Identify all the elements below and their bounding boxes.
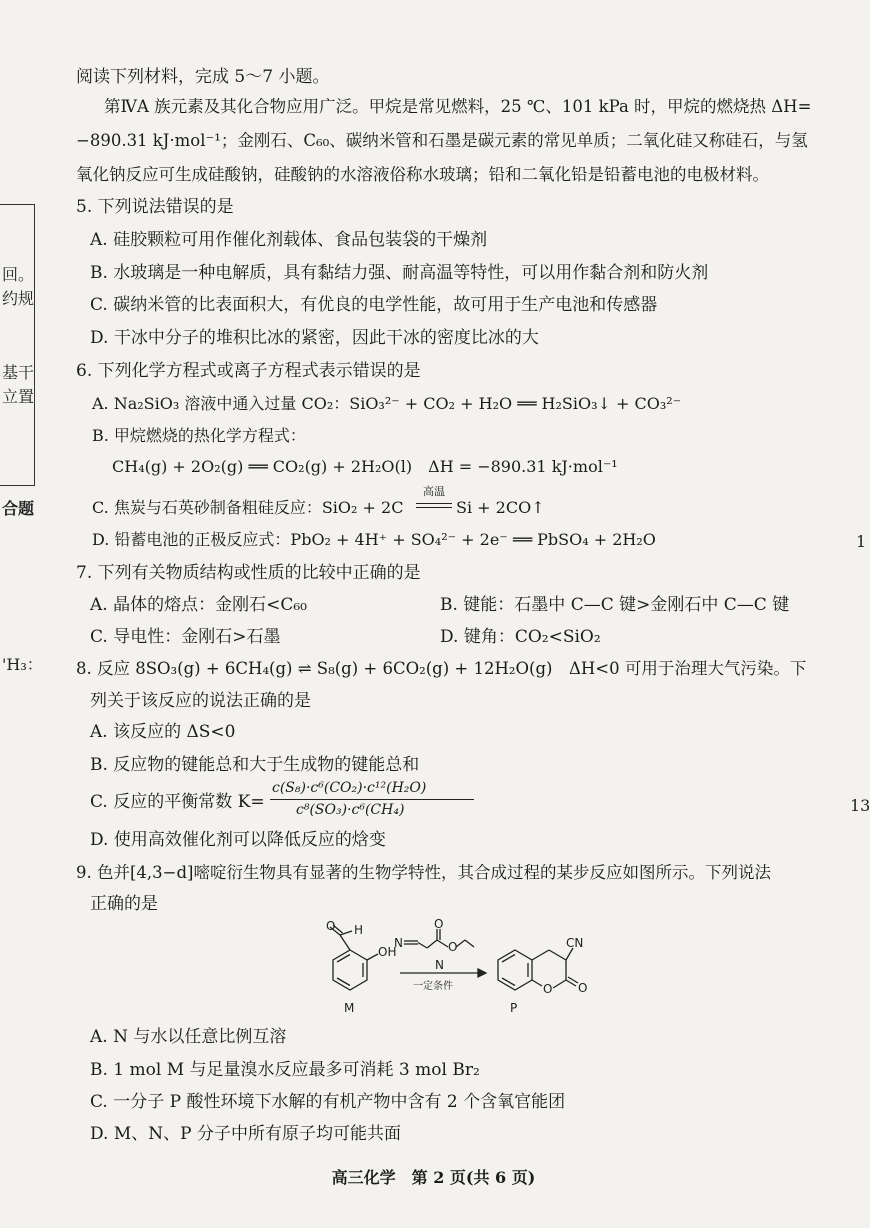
option-9c: C. 一分子 P 酸性环境下水解的有机产物中含有 2 个含氧官能团: [90, 1092, 566, 1112]
margin-fragment: 'H₃：: [2, 655, 43, 674]
label-m: M: [344, 1001, 355, 1015]
reaction-scheme: [310, 918, 590, 1018]
question-8-stem: 8. 反应 8SO₃(g) + 6CH₄(g) ⇌ S₈(g) + 6CO₂(g) + 12H₂O(g) ΔH<0 可用于治理大气污染。下: [76, 659, 807, 678]
k-numerator: c(S₈)·c⁶(CO₂)·c¹²(H₂O): [272, 780, 427, 796]
option-7a: A. 晶体的熔点：金刚石<C₆₀: [90, 595, 307, 615]
page-footer: 高三化学 第 2 页(共 6 页): [331, 1168, 536, 1187]
option-8b: B. 反应物的键能总和大于生成物的键能总和: [90, 755, 420, 775]
k-denominator: c⁸(SO₃)·c⁶(CH₄): [296, 802, 405, 818]
question-8-stem-cont: 列关于该反应的说法正确的是: [90, 691, 311, 711]
margin-fragment: 13: [850, 796, 870, 815]
option-6b: B. 甲烷燃烧的热化学方程式：: [92, 426, 306, 445]
option-9a: A. N 与水以任意比例互溶: [90, 1027, 287, 1047]
option-8a: A. 该反应的 ΔS<0: [90, 722, 236, 742]
margin-fragment: 立置: [2, 387, 35, 406]
margin-fragment: 合题: [2, 499, 35, 518]
fraction-bar: [270, 799, 474, 800]
reaction-condition: 高温: [423, 485, 445, 498]
benzene-ring-m: [333, 950, 367, 990]
cyano-label: CN: [566, 936, 584, 950]
option-6c-left: C. 焦炭与石英砂制备粗硅反应：SiO₂ + 2C: [92, 498, 404, 517]
margin-fragment: 基干: [2, 363, 35, 382]
option-6d: D. 铅蓄电池的正极反应式：PbO₂ + 4H⁺ + SO₄²⁻ + 2e⁻ ══ PbSO₄ + 2H₂O: [92, 530, 656, 549]
margin-box: [0, 204, 35, 486]
margin-fragment: 1: [856, 532, 867, 551]
option-7c: C. 导电性：金刚石>石墨: [90, 627, 281, 647]
benzene-ring-p: [498, 950, 532, 990]
question-5-stem: 5. 下列说法错误的是: [76, 197, 234, 217]
option-6b-equation: CH₄(g) + 2O₂(g) ══ CO₂(g) + 2H₂O(l) ΔH = −890.31 kJ·mol⁻¹: [112, 457, 618, 476]
lactone-o: O: [578, 981, 588, 995]
ester-carbonyl-o: O: [434, 917, 444, 931]
material-line: −890.31 kJ·mol⁻¹；金刚石、C₆₀、碳纳米管和石墨是碳元素的常见单质；二氧化硅又称硅石，与氢: [76, 131, 808, 150]
question-7-stem: 7. 下列有关物质结构或性质的比较中正确的是: [76, 563, 421, 583]
aldehyde-h: H: [354, 923, 364, 937]
option-9b: B. 1 mol M 与足量溴水反应最多可消耗 3 mol Br₂: [90, 1060, 480, 1080]
reading-intro: 阅读下列材料，完成 5～7 小题。: [76, 67, 330, 87]
ester-o: O: [448, 940, 458, 954]
option-5d: D. 干冰中分子的堆积比冰的紧密，因此干冰的密度比冰的大: [90, 328, 539, 348]
option-5c: C. 碳纳米管的比表面积大，有优良的电学性能，故可用于生产电池和传感器: [90, 295, 658, 315]
material-line: 第ⅣA 族元素及其化合物应用广泛。甲烷是常见燃料，25 ℃、101 kPa 时，甲烷的燃烧热 ΔH=: [104, 97, 812, 116]
option-6c-right: Si + 2CO↑: [456, 498, 545, 517]
option-6a: A. Na₂SiO₃ 溶液中通入过量 CO₂：SiO₃²⁻ + CO₂ + H₂O ══ H₂SiO₃↓ + CO₃²⁻: [92, 394, 682, 413]
condition-label: 一定条件: [413, 981, 453, 992]
nitrile-n: N: [394, 936, 403, 950]
margin-fragment: 回。: [2, 265, 35, 284]
label-p: P: [510, 1001, 518, 1015]
equals-line: [416, 503, 452, 504]
option-8c: C. 反应的平衡常数 K=: [90, 792, 265, 812]
question-6-stem: 6. 下列化学方程式或离子方程式表示错误的是: [76, 361, 421, 381]
option-9d: D. M、N、P 分子中所有原子均可能共面: [90, 1124, 401, 1144]
equals-line: [416, 507, 452, 508]
material-line: 氧化钠反应可生成硅酸钠，硅酸钠的水溶液俗称水玻璃；铅和二氧化铅是铅蓄电池的电极材料。: [76, 165, 769, 184]
aldehyde-o: O: [326, 919, 336, 933]
option-5b: B. 水玻璃是一种电解质，具有黏结力强、耐高温等特性，可以用作黏合剂和防火剂: [90, 263, 709, 283]
option-7d: D. 键角：CO₂<SiO₂: [440, 627, 601, 647]
ring-o: O: [543, 982, 553, 996]
hydroxyl-label: OH: [378, 945, 397, 959]
margin-fragment: 约规: [2, 289, 35, 308]
reagent-n: N: [435, 958, 444, 972]
option-8d: D. 使用高效催化剂可以降低反应的焓变: [90, 830, 386, 850]
option-7b: B. 键能：石墨中 C—C 键>金刚石中 C—C 键: [440, 595, 790, 615]
option-5a: A. 硅胶颗粒可用作催化剂载体、食品包装袋的干燥剂: [90, 230, 488, 250]
question-9-stem-cont: 正确的是: [90, 894, 158, 914]
question-9-stem: 9. 色并[4,3−d]嘧啶衍生物具有显著的生物学特性，其合成过程的某步反应如图所示。下列说法: [76, 863, 771, 882]
